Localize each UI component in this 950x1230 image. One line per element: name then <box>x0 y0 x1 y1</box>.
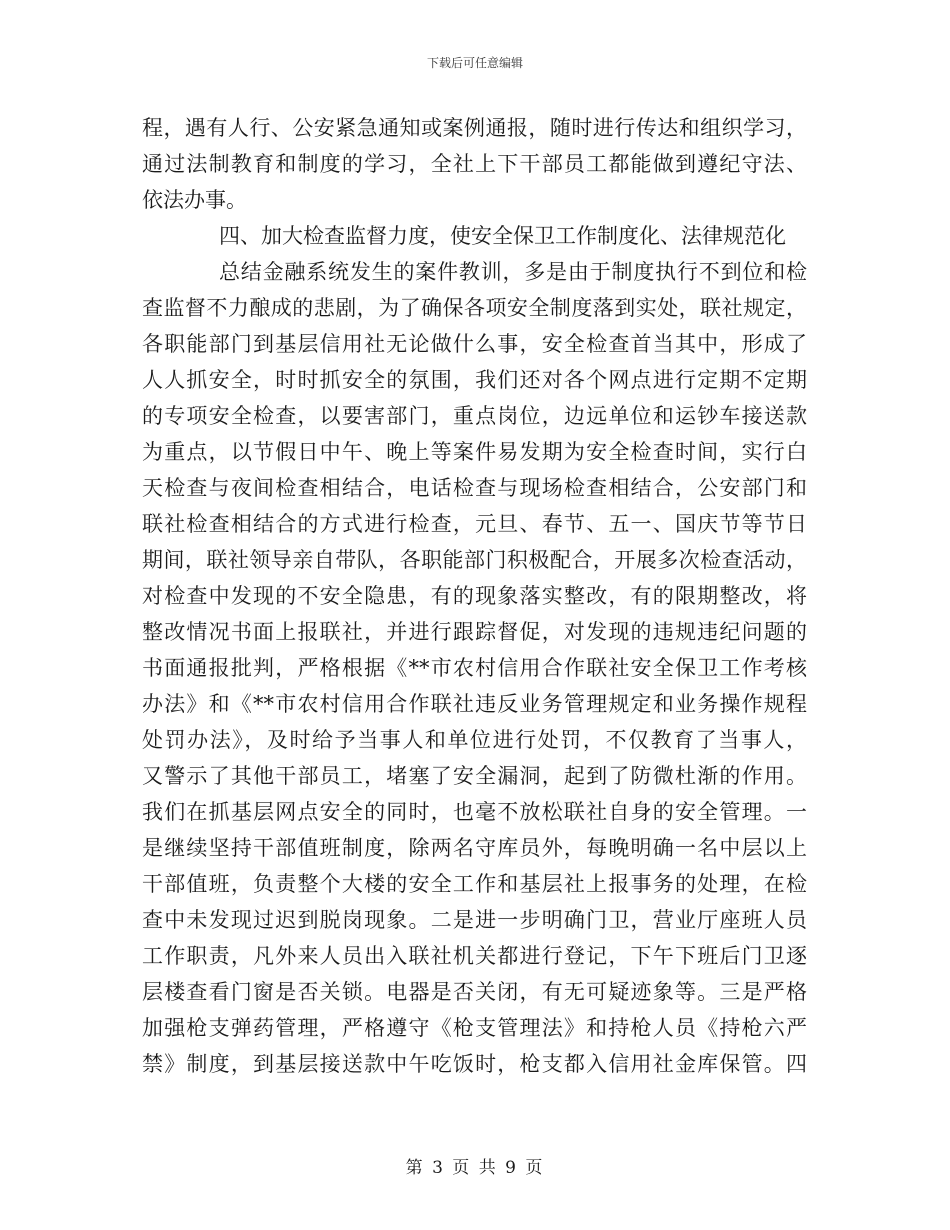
body-line: 我们在抓基层网点安全的同时，也毫不放松联社自身的安全管理。一 <box>142 800 807 824</box>
body-line: 通过法制教育和制度的学习，全社上下干部员工都能做到遵纪守法、 <box>142 152 807 176</box>
document-body <box>142 110 807 1082</box>
body-line: 依法办事。 <box>142 188 247 212</box>
body-line: 各职能部门到基层信用社无论做什么事，安全检查首当其中，形成了 <box>142 332 807 356</box>
body-line: 加强枪支弹药管理，严格遵守《枪支管理法》和持枪人员《持枪六严 <box>142 1016 807 1040</box>
page-number-footer: 第 3 页 共 9 页 <box>405 1158 545 1178</box>
body-line: 天检查与夜间检查相结合，电话检查与现场检查相结合，公安部门和 <box>142 476 807 500</box>
body-line: 层楼查看门窗是否关锁。电器是否关闭，有无可疑迹象等。三是严格 <box>142 980 807 1004</box>
body-line: 处罚办法》，及时给予当事人和单位进行处罚，不仅教育了当事人， <box>142 728 807 752</box>
body-line: 干部值班，负责整个大楼的安全工作和基层社上报事务的处理，在检 <box>142 872 807 896</box>
page-header-note: 下载后可任意编辑 <box>426 56 523 70</box>
body-line: 查中未发现过迟到脱岗现象。二是进一步明确门卫，营业厅座班人员 <box>142 908 807 932</box>
body-line: 办法》和《**市农村信用合作联社违反业务管理规定和业务操作规程 <box>142 692 807 716</box>
body-line: 禁》制度，到基层接送款中午吃饭时，枪支都入信用社金库保管。四 <box>142 1052 807 1076</box>
body-line: 书面通报批判，严格根据《**市农村信用合作联社安全保卫工作考核 <box>142 656 807 680</box>
body-line: 总结金融系统发生的案件教训，多是由于制度执行不到位和检 <box>219 260 807 284</box>
body-line: 查监督不力酿成的悲剧，为了确保各项安全制度落到实处，联社规定， <box>142 296 807 320</box>
body-line: 联社检查相结合的方式进行检查，元旦、春节、五一、国庆节等节日 <box>142 512 807 536</box>
body-line: 期间，联社领导亲自带队，各职能部门积极配合，开展多次检查活动， <box>142 548 807 572</box>
body-line: 人人抓安全，时时抓安全的氛围，我们还对各个网点进行定期不定期 <box>142 368 807 392</box>
body-line: 程，遇有人行、公安紧急通知或案例通报，随时进行传达和组织学习， <box>142 116 807 140</box>
body-line: 为重点，以节假日中午、晚上等案件易发期为安全检查时间，实行白 <box>142 440 807 464</box>
section-heading: 四、加大检查监督力度，使安全保卫工作制度化、法律规范化 <box>219 224 786 248</box>
body-line: 工作职责，凡外来人员出入联社机关都进行登记，下午下班后门卫逐 <box>142 944 807 968</box>
body-line: 对检查中发现的不安全隐患，有的现象落实整改，有的限期整改，将 <box>142 584 807 608</box>
body-line: 整改情况书面上报联社，并进行跟踪督促，对发现的违规违纪问题的 <box>142 620 807 644</box>
body-line: 是继续坚持干部值班制度，除两名守库员外，每晚明确一名中层以上 <box>142 836 807 860</box>
body-line: 的专项安全检查，以要害部门，重点岗位，边远单位和运钞车接送款 <box>142 404 807 428</box>
body-line: 又警示了其他干部员工，堵塞了安全漏洞，起到了防微杜渐的作用。 <box>142 764 807 788</box>
